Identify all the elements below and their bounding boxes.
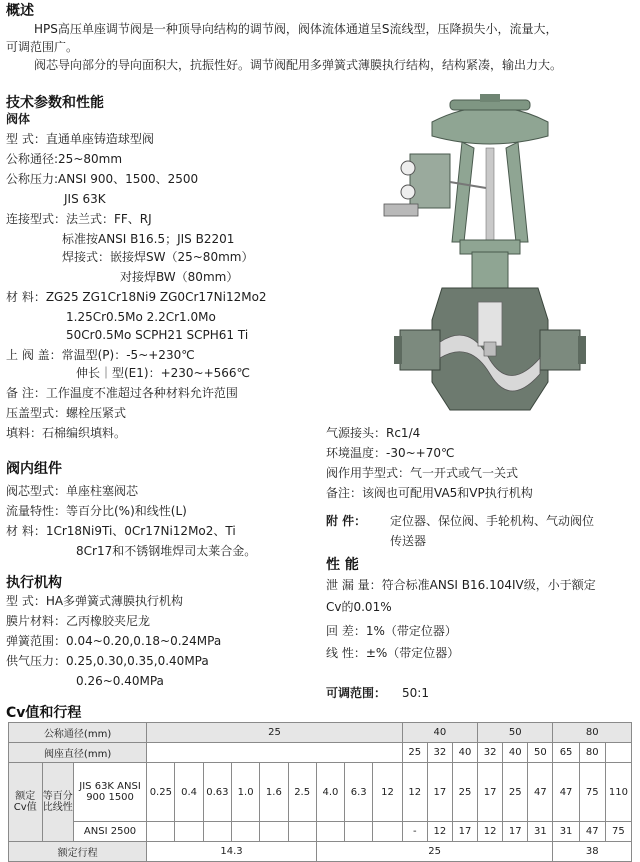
trim-material-2: 8Cr17和不锈钢堆焊司太莱合金。	[76, 544, 257, 558]
body-nominal-size: 公称通径:25~80mm	[6, 152, 123, 166]
overview-paragraph-2: 阀芯导向部分的导向面积大，抗振性好。调节阀配用多弹簧式薄膜执行结构，结构紧凑，输出力大。	[34, 58, 563, 72]
leakage-line2: Cv的0.01%	[326, 600, 392, 614]
cv-cell: 12	[427, 822, 452, 842]
seat-cell: 40	[503, 743, 528, 763]
cv-cell: 17	[503, 822, 528, 842]
cv-cell	[345, 822, 373, 842]
table-row	[9, 723, 632, 743]
cv-cell: 12	[402, 763, 427, 822]
nominal-group: 25	[147, 723, 403, 743]
diaphragm-material: 膜片材料：乙丙橡胶夹尼龙	[6, 614, 151, 628]
plug-type: 阀芯型式：单座柱塞阀芯	[6, 484, 139, 498]
flow-characteristic: 流量特性：等百分比(%)和线性(L)	[6, 504, 187, 518]
cv-cell: 31	[553, 822, 579, 842]
cv-cell: 31	[528, 822, 553, 842]
cv-table	[8, 722, 632, 862]
body-material-3: 50Cr0.5Mo SCPH21 SCPH61 Ti	[66, 328, 249, 342]
body-material: 材 料：ZG25 ZG1Cr18Ni9 ZG0Cr17Ni12Mo2	[6, 290, 267, 304]
seat-cell: 25	[402, 743, 427, 763]
seat-label: 阀座直径(mm)	[9, 743, 147, 763]
cv-cell: 1.6	[260, 763, 288, 822]
body-connection-weld-sw: 焊接式：嵌接焊SW（25~80mm）	[62, 250, 254, 264]
seat-cell: 50	[528, 743, 553, 763]
seat-cell	[605, 743, 631, 763]
accessories-line2: 传送器	[390, 534, 427, 548]
characteristic-label: 等百分比线性	[42, 763, 73, 842]
trim-heading: 阀内组件	[6, 461, 62, 477]
nominal-label: 公称通径(mm)	[9, 723, 147, 743]
cv-cell: 1.0	[231, 763, 259, 822]
gland-type: 压盖型式：螺栓压紧式	[6, 406, 127, 420]
rangeability-value: 50:1	[402, 686, 429, 700]
cv-cell: 75	[605, 822, 631, 842]
accessories-line1: 定位器、保位阀、手轮机构、气动阀位	[390, 514, 595, 528]
right-remark: 备注：该阀也可配用VA5和VP执行机构	[326, 486, 533, 500]
cv-cell: 2.5	[288, 763, 316, 822]
table-row	[9, 822, 632, 842]
supply-pressure: 供气压力：0.25,0.30,0.35,0.40MPa	[6, 654, 209, 668]
cv-cell: 25	[503, 763, 528, 822]
accessories-label: 附 件：	[326, 514, 367, 528]
packing: 填料：石棉编织填料。	[6, 426, 127, 440]
table-row	[9, 743, 632, 763]
hysteresis: 回 差：1%（带定位器）	[326, 624, 457, 638]
cv-cell	[373, 822, 402, 842]
jis-label: JIS 63K ANSI 900 1500	[73, 763, 146, 822]
stroke-label: 额定行程	[9, 842, 147, 862]
stroke-cell: 25	[316, 842, 553, 862]
body-connection-standard: 标准按ANSI B16.5；JIS B2201	[62, 232, 235, 246]
body-type: 型 式：直通单座铸造球型阀	[6, 132, 154, 146]
cv-cell: 75	[579, 763, 605, 822]
nominal-group: 50	[478, 723, 553, 743]
table-row	[9, 763, 632, 822]
rangeability-label: 可调范围：	[326, 686, 387, 700]
actuator-heading: 执行机构	[6, 575, 62, 591]
cv-cell: 4.0	[316, 763, 344, 822]
nominal-group: 40	[402, 723, 477, 743]
bonnet-normal: 上 阀 盖：常温型(P)：-5~+230℃	[6, 348, 195, 362]
spring-range: 弹簧范围：0.04~0.20,0.18~0.24MPa	[6, 634, 222, 648]
seat-cell	[147, 743, 403, 763]
cv-heading: Cv值和行程	[6, 705, 82, 721]
cv-cell: 47	[579, 822, 605, 842]
air-connection: 气源接头：Rc1/4	[326, 426, 421, 440]
valve-action: 阀作用芋型式：气一开式或气一关式	[326, 466, 519, 480]
nominal-group: 80	[553, 723, 632, 743]
leakage: 泄 漏 量：符合标准ANSI B16.104IV级，小于额定	[326, 578, 596, 592]
cv-cell: 17	[427, 763, 452, 822]
cv-cell	[288, 822, 316, 842]
cv-cell: 12	[373, 763, 402, 822]
valve-photo	[380, 92, 600, 432]
cv-cell: 0.4	[175, 763, 203, 822]
cv-cell: 17	[478, 763, 503, 822]
body-remark: 备 注：工作温度不准超过各种材料允许范围	[6, 386, 238, 400]
ansi2500-label: ANSI 2500	[73, 822, 146, 842]
rated-cv-label: 额定Cv值	[9, 763, 43, 842]
seat-cell: 32	[427, 743, 452, 763]
cv-cell	[260, 822, 288, 842]
trim-material: 材 料：1Cr18Ni9Ti、0Cr17Ni12Mo2、Ti	[6, 524, 236, 538]
performance-heading: 性 能	[326, 557, 359, 573]
seat-cell: 40	[452, 743, 477, 763]
supply-pressure-2: 0.26~0.40MPa	[76, 674, 164, 688]
body-nominal-pressure: 公称压力:ANSI 900、1500、2500	[6, 172, 199, 186]
valve-body-heading: 阀体	[6, 112, 31, 126]
body-pressure-jis: JIS 63K	[64, 192, 106, 206]
cv-cell: 47	[553, 763, 579, 822]
actuator-type: 型 式：HA多弹簧式薄膜执行机构	[6, 594, 184, 608]
overview-heading: 概述	[6, 3, 34, 19]
linearity: 线 性：±%（带定位器）	[326, 646, 460, 660]
cv-cell: 47	[528, 763, 553, 822]
ambient-temperature: 环境温度：-30~+70℃	[326, 446, 455, 460]
body-connection-weld-bw: 对接焊BW（80mm）	[120, 270, 239, 284]
cv-cell	[231, 822, 259, 842]
stroke-cell: 14.3	[147, 842, 317, 862]
overview-paragraph-line1: HPS高压单座调节阀是一种顶导向结构的调节阀，阀体流体通道呈S流线型，压降损失小，流量大，	[34, 22, 558, 36]
cv-cell: 110	[605, 763, 631, 822]
overview-paragraph-line2: 可调范围广。	[6, 40, 79, 54]
cv-cell: 0.25	[147, 763, 175, 822]
specs-heading: 技术参数和性能	[6, 95, 104, 111]
cv-cell: 6.3	[345, 763, 373, 822]
seat-cell: 32	[478, 743, 503, 763]
cv-cell: 25	[452, 763, 477, 822]
seat-cell: 65	[553, 743, 579, 763]
cv-cell: 0.63	[203, 763, 231, 822]
cv-cell: -	[402, 822, 427, 842]
body-connection: 连接型式：法兰式：FF、RJ	[6, 212, 152, 226]
seat-cell: 80	[579, 743, 605, 763]
table-row	[9, 842, 632, 862]
cv-cell	[147, 822, 175, 842]
body-material-2: 1.25Cr0.5Mo 2.2Cr1.0Mo	[66, 310, 216, 324]
cv-cell: 17	[452, 822, 477, 842]
cv-cell	[175, 822, 203, 842]
cv-cell: 12	[478, 822, 503, 842]
stroke-cell: 38	[553, 842, 632, 862]
cv-cell	[203, 822, 231, 842]
bonnet-extended: 伸长｜型(E1)：+230~+566℃	[76, 366, 251, 380]
cv-cell	[316, 822, 344, 842]
